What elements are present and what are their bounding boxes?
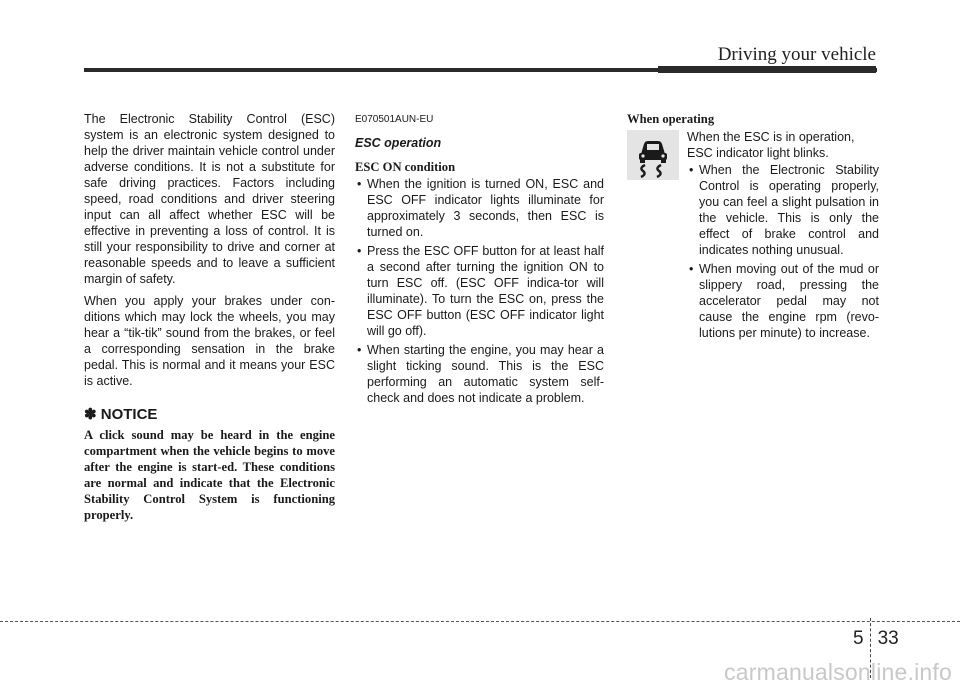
list-item (355, 243, 604, 339)
bullet-mark: • (357, 343, 362, 357)
esc-operation-subheading: ESC operation (355, 136, 442, 150)
page-number-value: 33 (877, 628, 899, 649)
middle-column (355, 111, 604, 409)
notice-symbol: ✽ (84, 406, 97, 423)
esc-on-bullet-list (355, 176, 604, 406)
watermark: carmanualsonline.info (724, 659, 952, 685)
bullet-mark: • (357, 177, 362, 191)
header-rule-accent (658, 66, 876, 73)
bullet-mark: • (689, 163, 694, 177)
notice-label: NOTICE (100, 406, 158, 423)
intro-paragraph: The Electronic Stability Control (ESC) system is an electronic system designed to help the driver maintain vehicle control under adverse conditions. It is not a substitute for safe driving practices. Factors including speed, road conditions and driver steering input can all affect whether ESC will be effective in preventing a loss of control. It is still your responsibility to drive and corner at reasonable speeds and to leave a sufficient margin of safety. (84, 112, 335, 286)
chapter-number: 5 (853, 628, 864, 649)
notice-text: A click sound may be heard in the engine compartment when the vehicle begins to move after the engine is start-ed. These conditions are normal and indicate that the Electronic Stability Control System is functioning properly. (84, 428, 335, 522)
list-item (687, 261, 879, 341)
bullet-mark: • (689, 262, 694, 276)
esc-skid-car-icon (627, 130, 679, 180)
right-column (627, 111, 879, 344)
bullet-mark: • (357, 244, 362, 258)
when-operating-text (687, 129, 879, 341)
list-item (355, 176, 604, 240)
brake-paragraph: When you apply your brakes under con-ditions which may lock the wheels, you may hear a “tik-tik” sound from the brakes, or feel a corresponding sensation in the brake pedal. This is normal and it means your ESC is active. (84, 294, 335, 388)
list-item-text: When starting the engine, you may hear a slight ticking sound. This is the ESC performing an automatic system self-check and does not indicate a problem. (367, 343, 604, 405)
section-title: Driving your vehicle (717, 44, 876, 65)
when-operating-bullet-list (687, 162, 879, 341)
section-code: E070501AUN-EU (355, 114, 434, 125)
esc-blink-text: When the ESC is in operation, ESC indicator light blinks. (687, 130, 855, 160)
notice-heading (84, 407, 335, 423)
footer-rule (0, 621, 960, 622)
left-column (84, 111, 335, 523)
list-item-text: When the ignition is turned ON, ESC and ESC OFF indicator lights illuminate for approximately 3 seconds, then ESC is turned on. (367, 177, 604, 239)
esc-indicator-icon-box (627, 130, 679, 180)
list-item-text: When moving out of the mud or slippery road, pressing the accelerator pedal may not cause the engine rpm (revo-lutions per minute) to increase. (699, 262, 879, 340)
esc-on-condition-heading: ESC ON condition (355, 160, 456, 174)
list-item (687, 162, 879, 258)
when-operating-heading: When operating (627, 112, 715, 126)
list-item (355, 342, 604, 406)
list-item-text: Press the ESC OFF button for at least half a second after turning the ignition ON to turn ESC off. (ESC OFF indica-tor will illuminate). To turn the ESC on, press the ESC OFF button (ESC OFF indicator light will go off). (367, 244, 604, 338)
list-item-text: When the Electronic Stability Control is operating properly, you can feel a slight pulsation in the vehicle. This is only the effect of brake control and indicates nothing unusual. (699, 163, 879, 257)
